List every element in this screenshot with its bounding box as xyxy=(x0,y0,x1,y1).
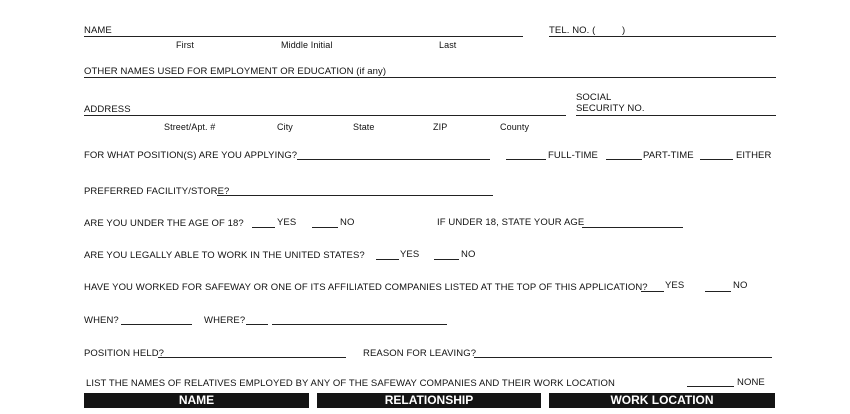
city-sublabel: City xyxy=(277,122,293,132)
position-label: FOR WHAT POSITION(S) ARE YOU APPLYING? xyxy=(84,150,298,161)
tel-close-paren: ) xyxy=(622,25,626,36)
age-no-label: NO xyxy=(340,217,355,228)
worked-label: HAVE YOU WORKED FOR SAFEWAY OR ONE OF ITS AFFILIATED COMPANIES LISTED AT THE TOP OF THIS APPLICATION? xyxy=(84,282,648,293)
relatives-label: LIST THE NAMES OF RELATIVES EMPLOYED BY ANY OF THE SAFEWAY COMPANIES AND THEIR WORK LOCATION xyxy=(86,378,615,389)
worked-no-field[interactable] xyxy=(705,291,731,292)
full-time-label: FULL-TIME xyxy=(548,150,598,161)
tel-label: TEL. NO. ( xyxy=(549,25,596,36)
table-header-name: NAME xyxy=(84,393,309,408)
age-yes-label: YES xyxy=(277,217,297,228)
reason-label: REASON FOR LEAVING? xyxy=(363,348,477,359)
part-time-field[interactable] xyxy=(606,159,642,160)
none-field[interactable] xyxy=(687,386,734,387)
legal-yes-label: YES xyxy=(400,249,420,260)
street-sublabel: Street/Apt. # xyxy=(164,122,216,132)
position-held-field[interactable] xyxy=(158,357,346,358)
worked-yes-label: YES xyxy=(665,280,685,291)
other-names-field[interactable] xyxy=(84,77,776,78)
reason-field[interactable] xyxy=(474,357,772,358)
tel-field[interactable] xyxy=(549,36,776,37)
when-field[interactable] xyxy=(121,324,192,325)
security-no-label: SECURITY NO. xyxy=(576,103,645,114)
address-field[interactable] xyxy=(84,115,566,116)
where-label: WHERE? xyxy=(204,315,246,326)
state-sublabel: State xyxy=(353,122,375,132)
social-label: SOCIAL xyxy=(576,92,612,103)
worked-yes-field[interactable] xyxy=(641,291,664,292)
either-field[interactable] xyxy=(700,159,733,160)
legal-label: ARE YOU LEGALLY ABLE TO WORK IN THE UNITED STATES? xyxy=(84,250,365,261)
table-header-relationship: RELATIONSHIP xyxy=(317,393,541,408)
name-label: NAME xyxy=(84,25,112,36)
legal-no-label: NO xyxy=(461,249,476,260)
worked-no-label: NO xyxy=(733,280,748,291)
first-sublabel: First xyxy=(176,40,194,50)
facility-label: PREFERRED FACILITY/STORE? xyxy=(84,186,230,197)
facility-field[interactable] xyxy=(217,195,493,196)
table-header-work-location: WORK LOCATION xyxy=(549,393,775,408)
ssn-field[interactable] xyxy=(576,115,776,116)
age-yes-field[interactable] xyxy=(252,227,275,228)
legal-yes-field[interactable] xyxy=(376,259,399,260)
none-label: NONE xyxy=(737,377,765,388)
where-field-short[interactable] xyxy=(246,324,268,325)
state-age-label: IF UNDER 18, STATE YOUR AGE xyxy=(437,217,585,228)
last-sublabel: Last xyxy=(439,40,457,50)
position-held-label: POSITION HELD? xyxy=(84,348,165,359)
either-label: EITHER xyxy=(736,150,772,161)
other-names-label: OTHER NAMES USED FOR EMPLOYMENT OR EDUCATION (if any) xyxy=(84,66,387,77)
county-sublabel: County xyxy=(500,122,530,132)
full-time-field[interactable] xyxy=(506,159,546,160)
age-no-field[interactable] xyxy=(312,227,338,228)
when-label: WHEN? xyxy=(84,315,119,326)
where-field[interactable] xyxy=(272,324,447,325)
name-field[interactable] xyxy=(84,36,523,37)
age-label: ARE YOU UNDER THE AGE OF 18? xyxy=(84,218,244,229)
legal-no-field[interactable] xyxy=(434,259,459,260)
middle-initial-sublabel: Middle Initial xyxy=(281,40,333,50)
state-age-field[interactable] xyxy=(582,227,683,228)
zip-sublabel: ZIP xyxy=(433,122,448,132)
position-field[interactable] xyxy=(297,159,490,160)
address-label: ADDRESS xyxy=(84,104,131,115)
part-time-label: PART-TIME xyxy=(643,150,694,161)
